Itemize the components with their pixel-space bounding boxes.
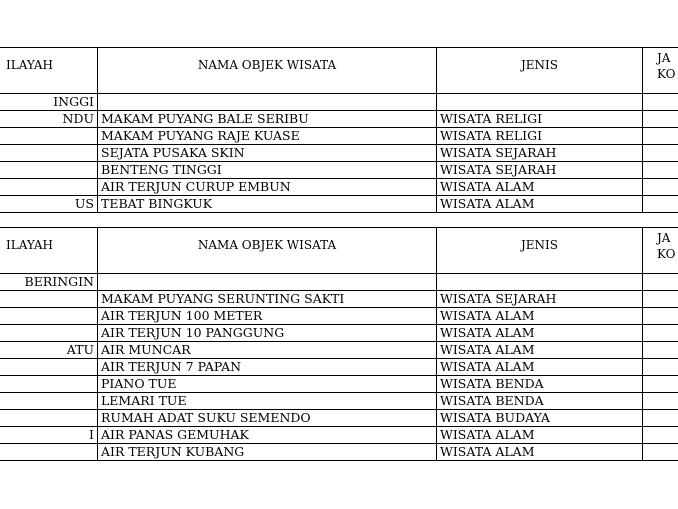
cell-jarak — [643, 128, 678, 145]
cell-jenis: WISATA BUDAYA — [437, 410, 643, 427]
header-jarak-line-2: KO — [657, 67, 676, 81]
table-row — [0, 325, 678, 342]
cell-nama: AIR TERJUN 100 METER — [98, 308, 437, 325]
cell-jenis: WISATA ALAM — [437, 427, 643, 444]
cell-jarak — [643, 410, 678, 427]
cell-nama: MAKAM PUYANG BALE SERIBU — [98, 111, 437, 128]
table-row — [0, 410, 678, 427]
header-nama-objek-wisata: NAMA OBJEK WISATA — [98, 228, 437, 274]
table-row — [0, 444, 678, 461]
cell-nama: AIR TERJUN 10 PANGGUNG — [98, 325, 437, 342]
cell-jarak — [643, 162, 678, 179]
cell-nama: AIR TERJUN CURUP EMBUN — [98, 179, 437, 196]
cell-jarak — [643, 111, 678, 128]
table-row — [0, 291, 678, 308]
cell-jenis: WISATA ALAM — [437, 196, 643, 213]
cell-nama: AIR TERJUN 7 PAPAN — [98, 359, 437, 376]
cell-wilayah: INGGI — [0, 94, 98, 111]
cell-wilayah — [0, 376, 98, 393]
table-row — [0, 342, 678, 359]
cell-jarak — [643, 179, 678, 196]
header-jarak-line-1: JA — [657, 231, 671, 245]
cell-jarak — [643, 145, 678, 162]
cell-jarak — [643, 444, 678, 461]
cell-wilayah — [0, 145, 98, 162]
header-jarak-line-2: KO — [657, 247, 676, 261]
cell-wilayah: US — [0, 196, 98, 213]
cell-wilayah: ATU — [0, 342, 98, 359]
cell-jenis: WISATA BENDA — [437, 393, 643, 410]
cell-nama — [98, 94, 437, 111]
table-row — [0, 94, 678, 111]
table-row — [0, 145, 678, 162]
tourism-table-2 — [0, 227, 678, 461]
cell-wilayah — [0, 308, 98, 325]
cell-jenis: WISATA ALAM — [437, 308, 643, 325]
table-row — [0, 128, 678, 145]
cell-jenis: WISATA RELIGI — [437, 111, 643, 128]
cell-wilayah — [0, 128, 98, 145]
cell-jarak — [643, 291, 678, 308]
cell-jenis: WISATA ALAM — [437, 342, 643, 359]
header-nama-objek-wisata: NAMA OBJEK WISATA — [98, 48, 437, 94]
cell-jarak — [643, 427, 678, 444]
table-row — [0, 179, 678, 196]
cell-jenis: WISATA RELIGI — [437, 128, 643, 145]
cell-jenis — [437, 274, 643, 291]
cell-jarak — [643, 393, 678, 410]
table-row — [0, 393, 678, 410]
cell-wilayah — [0, 359, 98, 376]
cell-wilayah: BERINGIN — [0, 274, 98, 291]
header-wilayah: ILAYAH — [0, 48, 98, 94]
cell-jarak — [643, 196, 678, 213]
cell-nama: TEBAT BINGKUK — [98, 196, 437, 213]
cell-wilayah — [0, 162, 98, 179]
table-row — [0, 308, 678, 325]
cell-jenis: WISATA ALAM — [437, 444, 643, 461]
header-jenis: JENIS — [437, 48, 643, 94]
tourism-table-1 — [0, 47, 678, 213]
cell-jenis: WISATA SEJARAH — [437, 145, 643, 162]
cell-jarak — [643, 342, 678, 359]
cell-wilayah — [0, 325, 98, 342]
cell-jarak — [643, 325, 678, 342]
cell-nama: AIR TERJUN KUBANG — [98, 444, 437, 461]
cell-jenis: WISATA BENDA — [437, 376, 643, 393]
cell-nama: AIR PANAS GEMUHAK — [98, 427, 437, 444]
cell-nama: PIANO TUE — [98, 376, 437, 393]
header-jarak — [643, 48, 678, 94]
cell-nama: LEMARI TUE — [98, 393, 437, 410]
cell-jarak — [643, 94, 678, 111]
table-header-row — [0, 228, 678, 274]
cell-wilayah — [0, 410, 98, 427]
cell-nama: SEJATA PUSAKA SKIN — [98, 145, 437, 162]
cell-jenis: WISATA SEJARAH — [437, 162, 643, 179]
cell-jarak — [643, 359, 678, 376]
cell-wilayah — [0, 291, 98, 308]
cell-jenis: WISATA ALAM — [437, 179, 643, 196]
cell-jenis: WISATA ALAM — [437, 359, 643, 376]
table-row — [0, 359, 678, 376]
cell-wilayah — [0, 444, 98, 461]
cell-nama — [98, 274, 437, 291]
cell-jarak — [643, 308, 678, 325]
cell-wilayah: NDU — [0, 111, 98, 128]
cell-jarak — [643, 274, 678, 291]
table-row — [0, 196, 678, 213]
cell-jenis: WISATA ALAM — [437, 325, 643, 342]
cell-nama: AIR MUNCAR — [98, 342, 437, 359]
cell-jenis — [437, 94, 643, 111]
cell-nama: MAKAM PUYANG SERUNTING SAKTI — [98, 291, 437, 308]
header-jenis: JENIS — [437, 228, 643, 274]
table-row — [0, 162, 678, 179]
cell-nama: BENTENG TINGGI — [98, 162, 437, 179]
header-jarak-line-1: JA — [657, 51, 671, 65]
table-row — [0, 274, 678, 291]
cell-nama: MAKAM PUYANG RAJE KUASE — [98, 128, 437, 145]
cell-wilayah: I — [0, 427, 98, 444]
header-wilayah: ILAYAH — [0, 228, 98, 274]
cell-wilayah — [0, 393, 98, 410]
cell-nama: RUMAH ADAT SUKU SEMENDO — [98, 410, 437, 427]
cell-jenis: WISATA SEJARAH — [437, 291, 643, 308]
table-row — [0, 111, 678, 128]
table-header-row — [0, 48, 678, 94]
header-jarak — [643, 228, 678, 274]
table-row — [0, 427, 678, 444]
cell-jarak — [643, 376, 678, 393]
table-row — [0, 376, 678, 393]
cell-wilayah — [0, 179, 98, 196]
